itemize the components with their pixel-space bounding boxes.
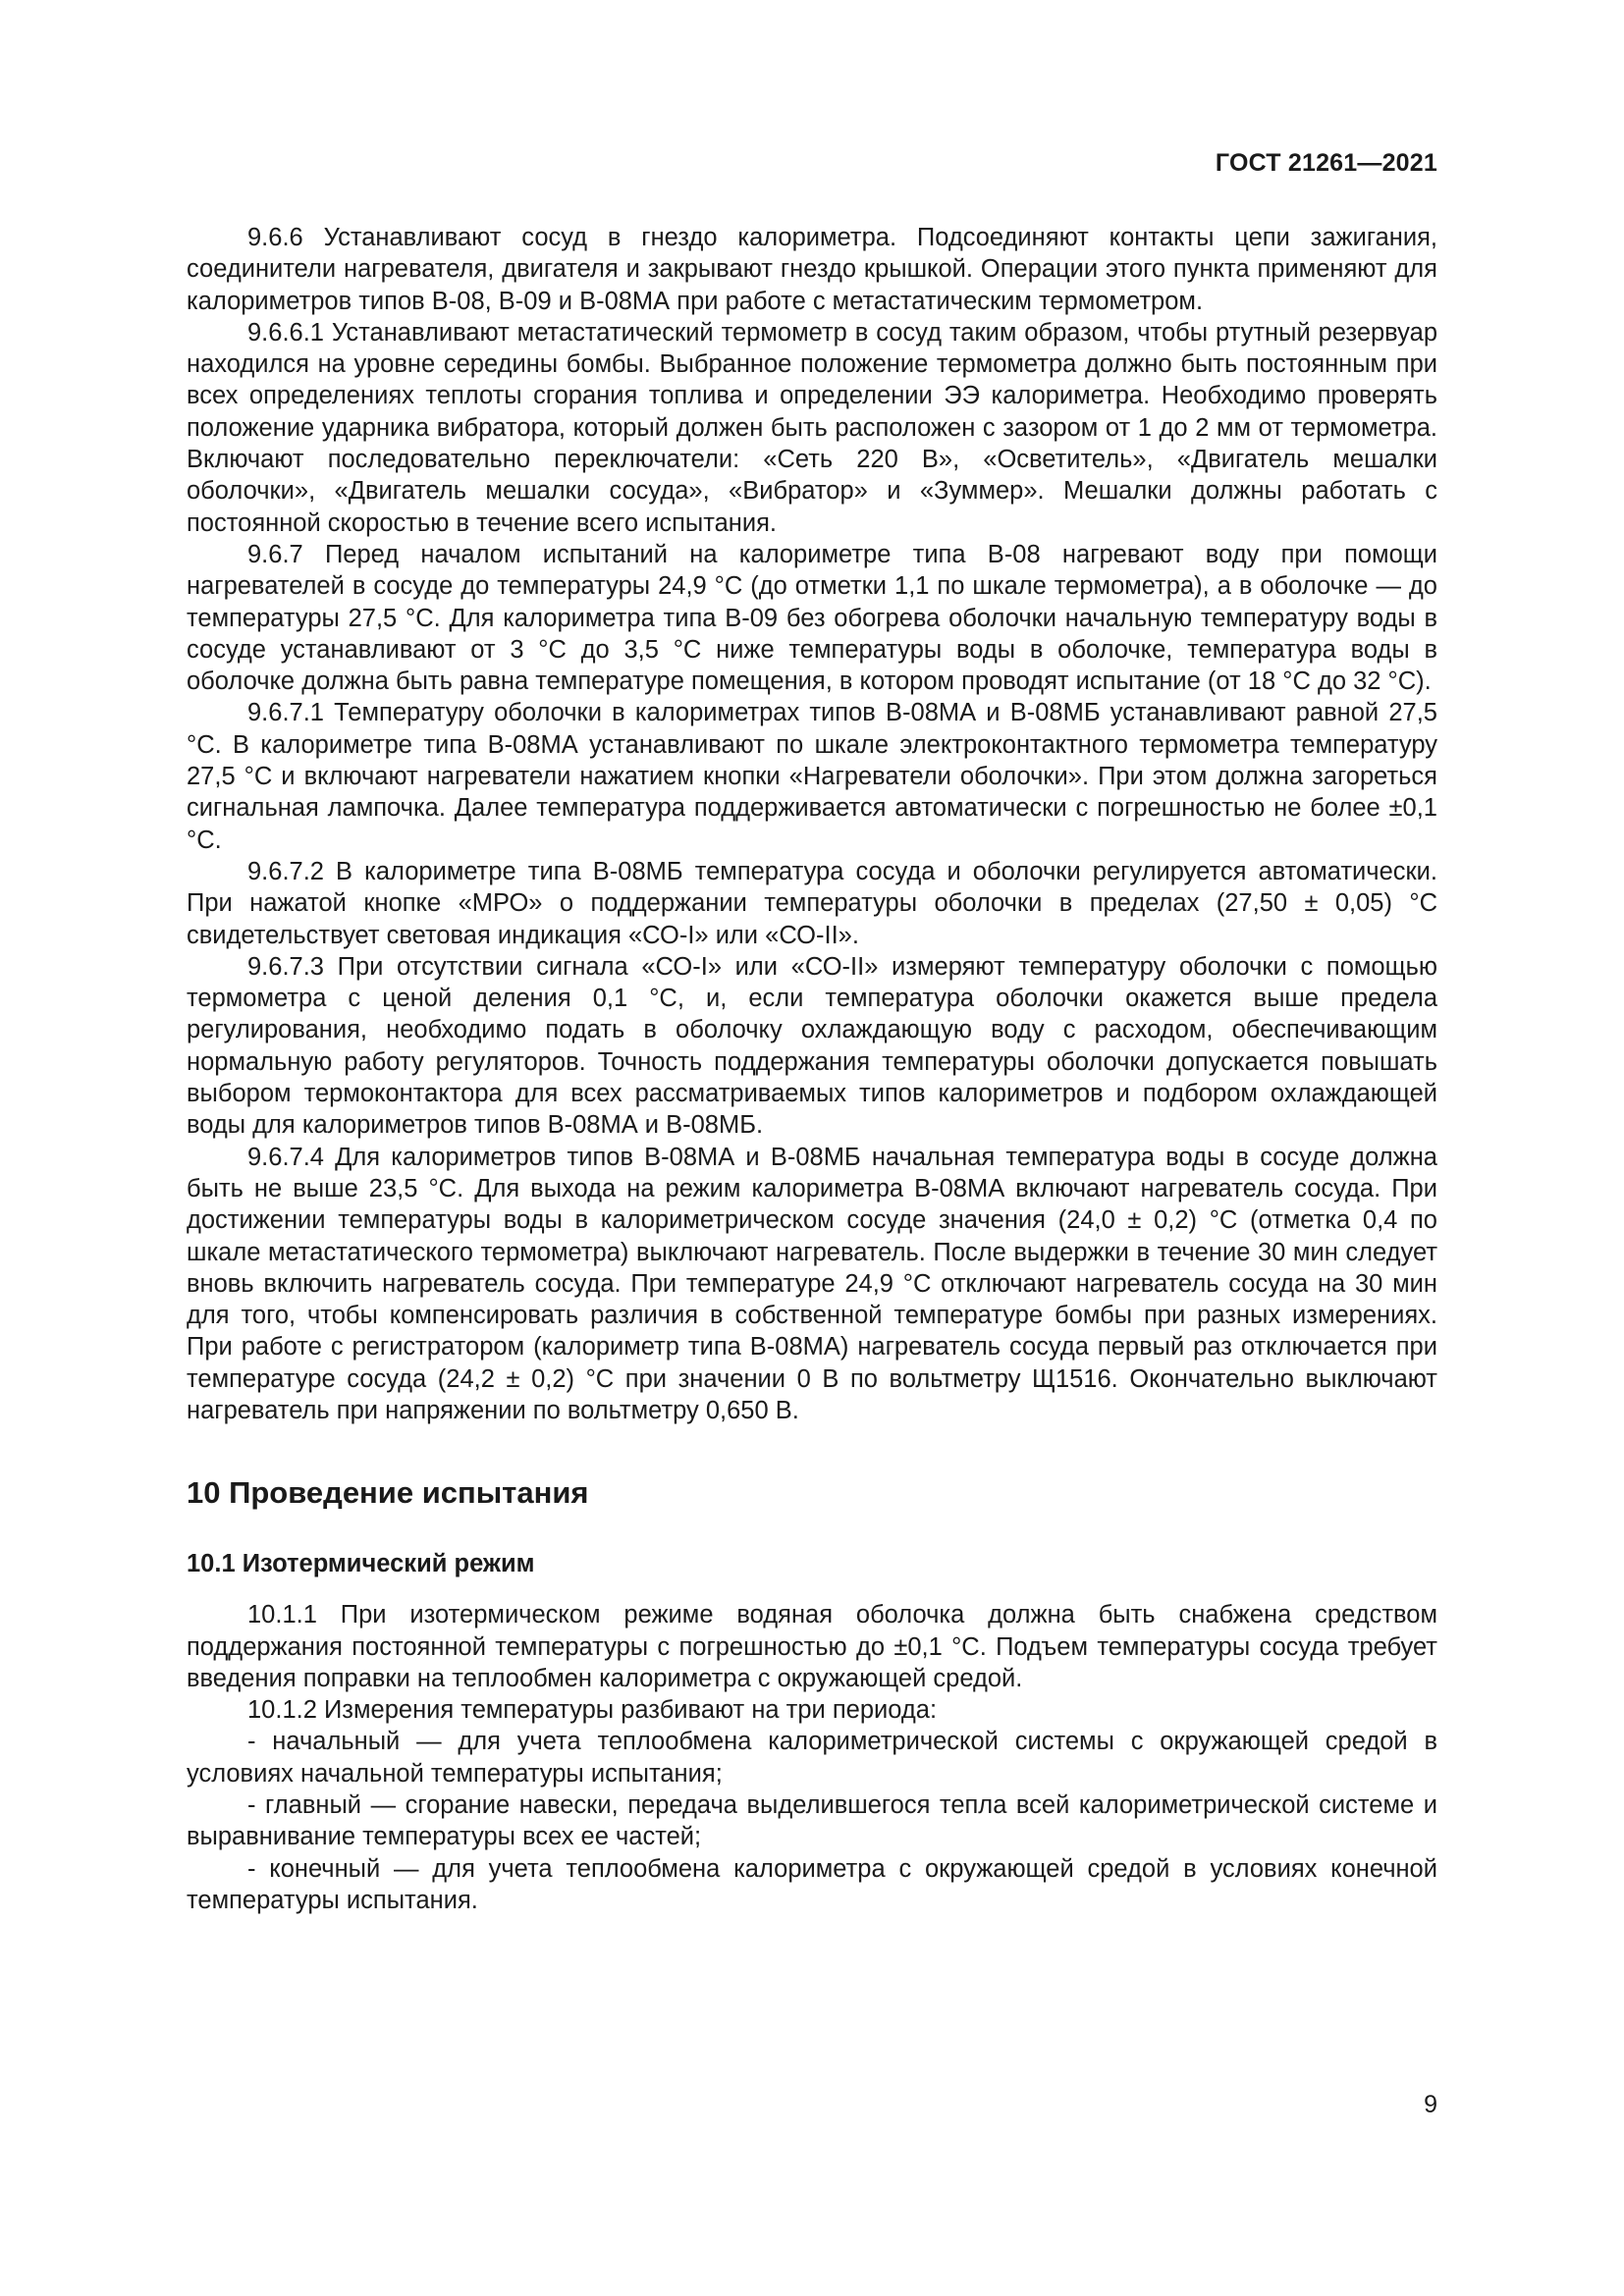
paragraph-9-6-7: 9.6.7 Перед началом испытаний на калориметре типа В-08 нагревают воду при помощи нагревателей в сосуде до температуры 24,9 °С (до отметки 1,1 по шкале термометра), а в оболочке — до температуры 27,5 °С. Для калориметра типа В-09 без обогрева оболочки начальную температуру воды в сосуде устанавливают от 3 °С до 3,5 °С ниже температуры воды в оболочке, температура воды в оболочке должна быть равна температуре помещения, в котором проводят испытание (от 18 °С до 32 °С). [187, 540, 1437, 696]
paragraph-9-6-6: 9.6.6 Устанавливают сосуд в гнездо калориметра. Подсоединяют контакты цепи зажигания, соединители нагревателя, двигателя и закрывают гнездо крышкой. Операции этого пункта применяют для калориметров типов В-08, В-09 и В-08МА при работе с метастатическим термометром. [187, 224, 1437, 315]
document-header: ГОСТ 21261—2021 [1215, 149, 1437, 177]
paragraph-10-1-2: 10.1.2 Измерения температуры разбивают на три периода: [247, 1696, 938, 1725]
subsection-heading-10-1: 10.1 Изотермический режим [187, 1550, 535, 1578]
paragraph-9-6-7-4: 9.6.7.4 Для калориметров типов В-08МА и В-08МБ начальная температура воды в сосуде должна быть не выше 23,5 °С. Для выхода на режим калориметра В-08МА включают нагреватель сосуда. При достижении температуры воды в калориметрическом сосуде значения (24,0 ± 0,2) °С (отметка 0,4 по шкале метастатического термометра) выключают нагреватель. После выдержки в течение 30 мин следует вновь включить нагреватель сосуда. При температуре 24,9 °С отключают нагреватель сосуда на 30 мин для того, чтобы компенсировать различия в собственной температуре бомбы при разных измерениях. При работе с регистратором (калориметр типа В-08МА) нагреватель сосуда первый раз отключается при температуре сосуда (24,2 ± 0,2) °С при значении 0 В по вольтметру Щ1516. Окончательно выключают нагреватель при напряжении по вольтметру 0,650 В. [187, 1143, 1437, 1424]
document-body [187, 222, 1437, 1916]
page-number: 9 [1424, 2091, 1437, 2118]
paragraph-9-6-7-3: 9.6.7.3 При отсутствии сигнала «СО-I» или «СО-II» измеряют температуру оболочки с помощью термометра с ценой деления 0,1 °С, и, если температура оболочки окажется выше предела регулирования, необходимо подать в оболочку охлаждающую воду с расходом, обеспечивающим нормальную работу регуляторов. Точность поддержания температуры оболочки допускается повышать выбором термоконтактора для всех рассматриваемых типов калориметров и подбором охлаждающей воды для калориметров типов В-08МА и В-08МБ. [187, 952, 1437, 1140]
paragraph-10-1-1: 10.1.1 При изотермическом режиме водяная оболочка должна быть снабжена средством поддержания постоянной температуры с погрешностью до ±0,1 °С. Подъем температуры сосуда требует введения поправки на теплообмен калориметра с окружающей средой. [187, 1601, 1437, 1692]
section-heading-10: 10 Проведение испытания [187, 1475, 589, 1511]
paragraph-9-6-6-1: 9.6.6.1 Устанавливают метастатический термометр в сосуд таким образом, чтобы ртутный резервуар находился на уровне середины бомбы. Выбранное положение термометра должно быть постоянным при всех определениях теплоты сгорания топлива и определении ЭЭ калориметра. Необходимо проверять положение ударника вибратора, который должен быть расположен с зазором от 1 до 2 мм от термометра. Включают последовательно переключатели: «Сеть 220 В», «Осветитель», «Двигатель мешалки оболочки», «Двигатель мешалки сосуда», «Вибратор» и «Зуммер». Мешалки должны работать с постоянной скоростью в течение всего испытания. [187, 318, 1437, 537]
list-item-initial-period: - начальный — для учета теплообмена калориметрической системы с окружающей средой в условиях начальной температуры испытания; [187, 1728, 1437, 1788]
paragraph-9-6-7-1: 9.6.7.1 Температуру оболочки в калориметрах типов В-08МА и В-08МБ устанавливают равной 27,5 °С. В калориметре типа В-08МА устанавливают по шкале электроконтактного термометра температуру 27,5 °С и включают нагреватели нажатием кнопки «Нагреватели оболочки». При этом должна загореться сигнальная лампочка. Далее температура поддерживается автоматически с погрешностью не более ±0,1 °С. [187, 699, 1437, 854]
list-item-main-period: - главный — сгорание навески, передача выделившегося тепла всей калориметрической системе и выравнивание температуры всех ее частей; [187, 1791, 1437, 1851]
list-item-final-period: - конечный — для учета теплообмена калориметра с окружающей средой в условиях конечной температуры испытания. [187, 1854, 1437, 1914]
paragraph-9-6-7-2: 9.6.7.2 В калориметре типа В-08МБ температура сосуда и оболочки регулируется автоматически. При нажатой кнопке «МРО» о поддержании температуры оболочки в пределах (27,50 ± 0,05) °С свидетельствует световая индикация «СО-I» или «СО-II». [187, 857, 1437, 949]
